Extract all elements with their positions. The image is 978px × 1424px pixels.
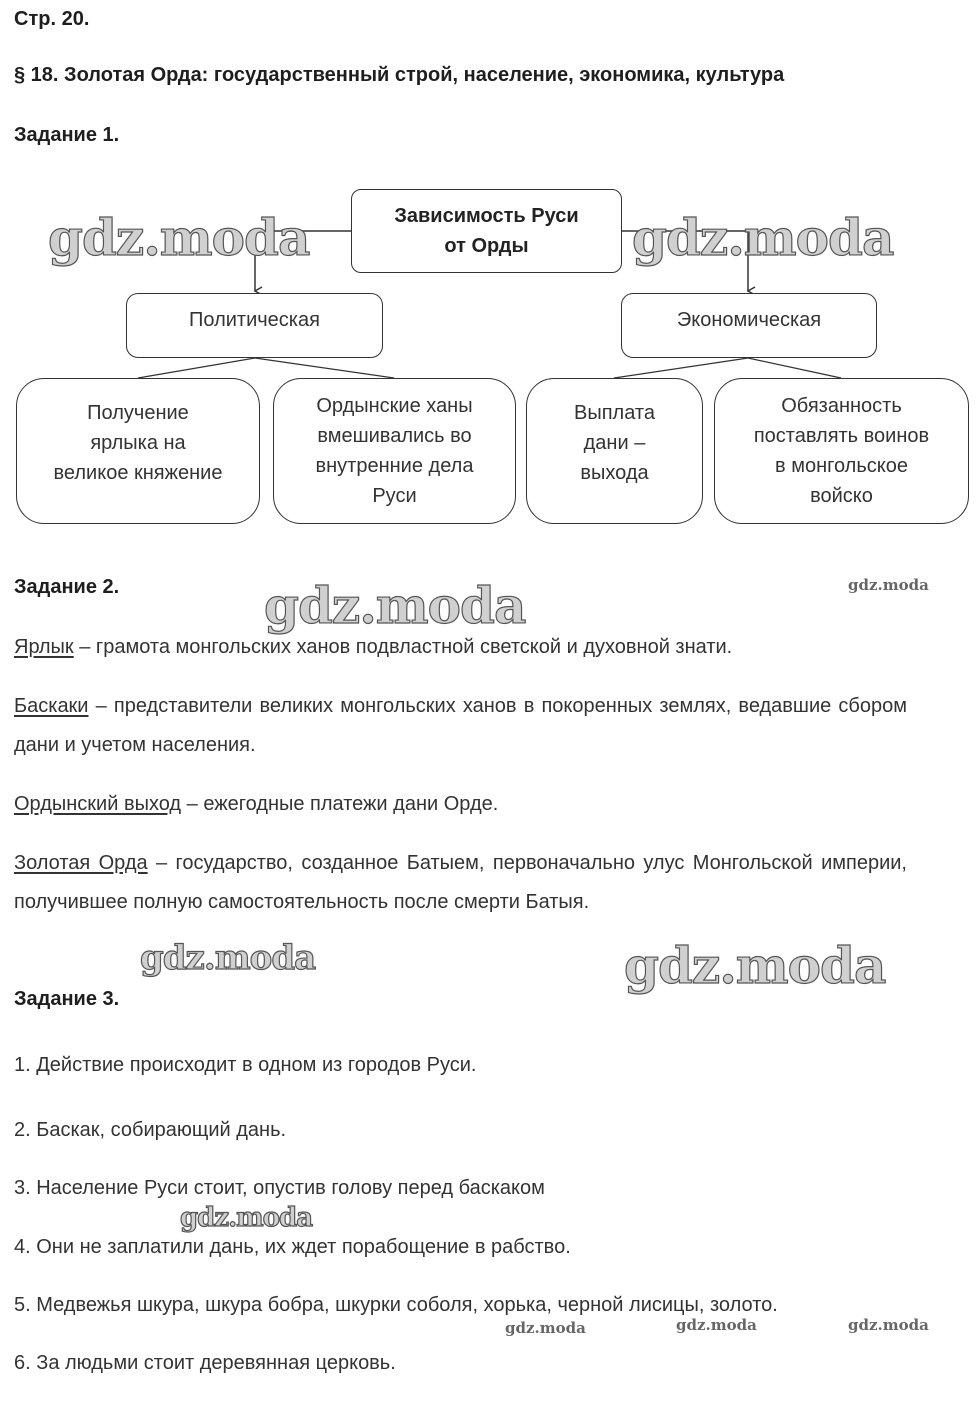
definition-vykhod: Ордынский выход – ежегодные платежи дани Орде. [14,793,499,815]
political-node: Политическая [126,293,383,358]
watermark-logo: gdz.moda [264,576,526,635]
connector-left-leaf2 [255,358,394,378]
connector-left-leaf1 [138,358,255,378]
task1-heading: Задание 1. [14,124,120,146]
task3-heading: Задание 3. [14,988,120,1010]
watermark-logo: gdz.moda [676,1316,757,1334]
definition-zolotaya-orda: Золотая Орда – государство, созданное Батыем, первоначально улус Монгольской империи, получившее полную самостоятельность после смерти Батыя. [14,852,907,913]
leaf-tribute: Выплата дани – выхода [526,378,703,524]
answer-item-3: 3. Население Руси стоит, опустив голову перед баскаком [14,1177,545,1199]
connector-right-leaf4 [748,358,841,378]
root-line-1: Зависимость Руси [394,205,579,227]
watermark-logo: gdz.moda [180,1203,313,1233]
leaf-interference: Ордынские ханы вмешивались во внутренние дела Руси [273,378,516,524]
section-title: § 18. Золотая Орда: государственный строй, население, экономика, культура [14,64,785,86]
watermark-logo: gdz.moda [632,208,894,267]
watermark-logo: gdz.moda [848,1316,929,1334]
answer-item-5: 5. Медвежья шкура, шкура бобра, шкурки соболя, хорька, черной лисицы, золото. [14,1294,778,1316]
answer-item-1: 1. Действие происходит в одном из городов Руси. [14,1054,477,1076]
watermark-logo: gdz.moda [848,576,929,594]
watermark-logo: gdz.moda [48,208,310,267]
definition-baskaki: Баскаки – представители великих монгольских ханов в покоренных землях, ведавшие сбором дани и учетом населения. [14,695,907,756]
task2-heading: Задание 2. [14,576,120,598]
definition-yarlyk: Ярлык – грамота монгольских ханов подвластной светской и духовной знати. [14,636,733,658]
watermark-logo: gdz.moda [624,936,886,995]
leaf-soldiers: Обязанность поставлять воинов в монгольское войско [714,378,969,524]
answer-item-4: 4. Они не заплатили дань, их ждет порабощение в рабство. [14,1236,571,1258]
page-reference: Стр. 20. [14,8,90,30]
answer-item-6: 6. За людьми стоит деревянная церковь. [14,1352,396,1374]
watermark-logo: gdz.moda [140,938,316,978]
connector-root-right [621,231,748,291]
watermark-logo: gdz.moda [505,1319,586,1337]
economic-node: Экономическая [621,293,877,358]
leaf-yarlyk: Получение ярлыка на великое княжение [16,378,260,524]
dependency-diagram [0,185,978,530]
answer-item-2: 2. Баскак, собирающий дань. [14,1119,287,1141]
connector-right-leaf3 [614,358,748,378]
connector-root-left [255,231,352,291]
root-node [351,189,622,273]
root-line-2: от Орды [444,235,529,257]
